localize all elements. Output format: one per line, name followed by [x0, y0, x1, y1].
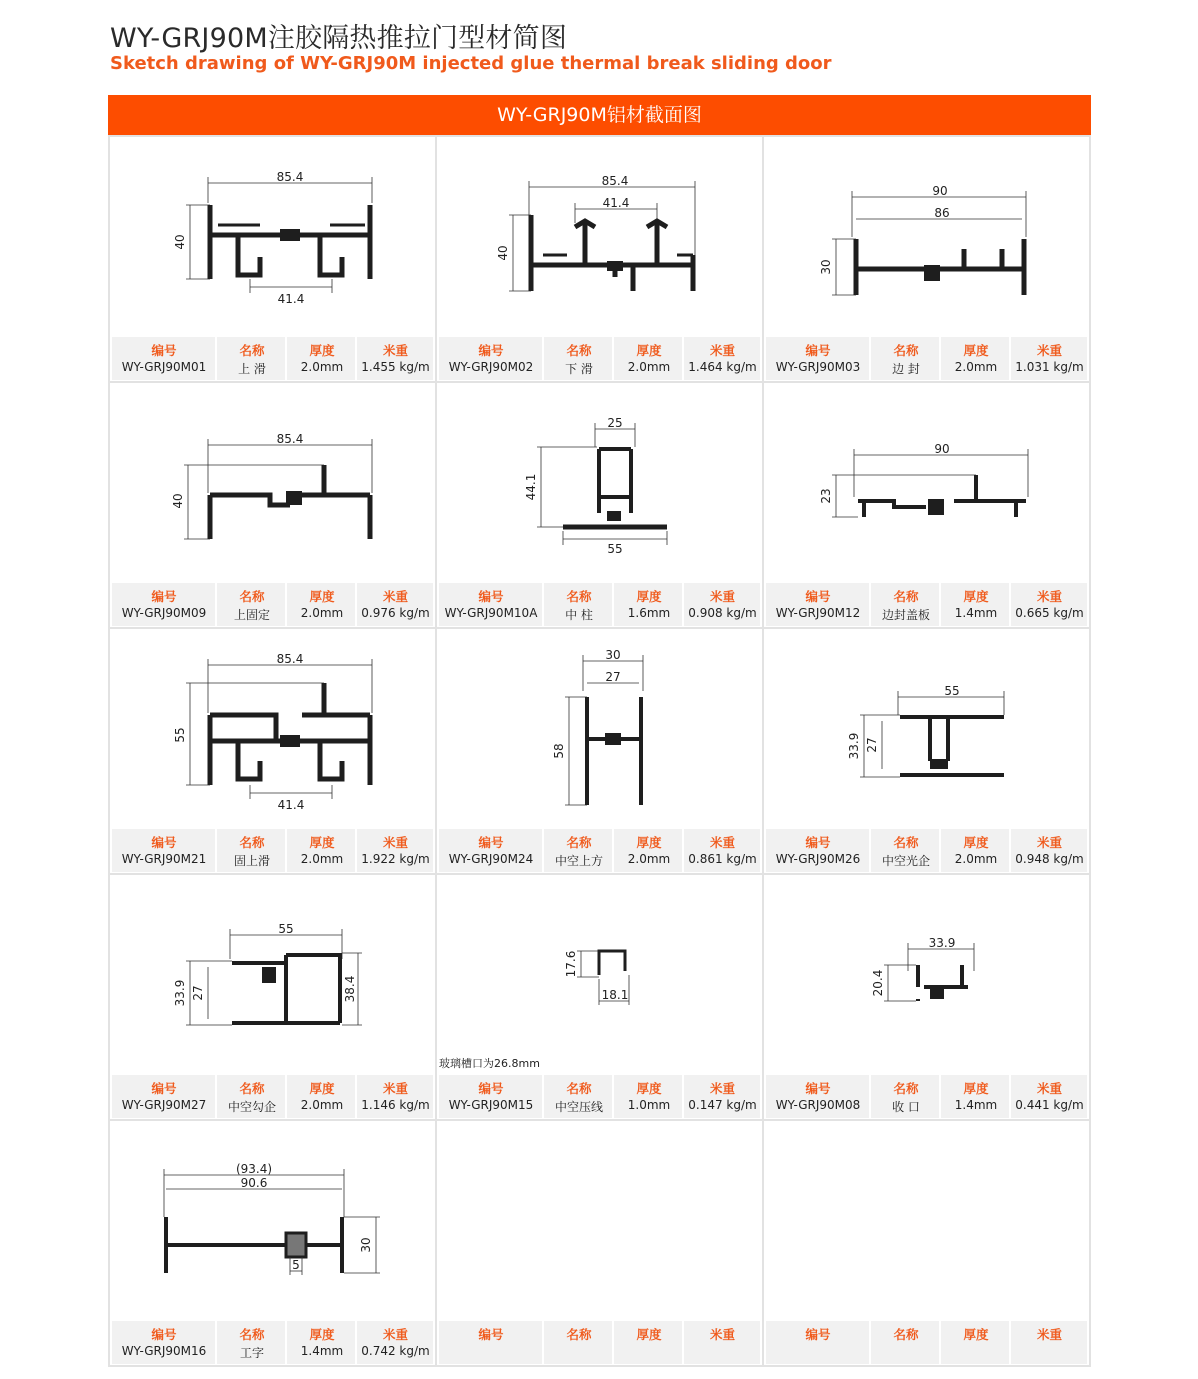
code-value: WY-GRJ90M02: [448, 360, 534, 374]
code-label: 编号: [151, 1081, 177, 1096]
thickness-label: 厚度: [309, 835, 335, 850]
thickness-label: 厚度: [636, 835, 662, 850]
dim-label: 41.4: [602, 196, 630, 210]
weight-label: 米重: [1036, 1327, 1062, 1342]
code-label: 编号: [151, 1327, 177, 1342]
weight-label: 米重: [709, 343, 735, 358]
dim-label: 55: [278, 922, 294, 936]
name-value: 上固定: [233, 608, 270, 622]
dim-label: 5: [292, 1258, 300, 1272]
dim-label: 41.4: [277, 292, 305, 306]
code-value: WY-GRJ90M12: [775, 606, 861, 620]
name-label: 名称: [239, 1327, 265, 1342]
weight-label: 米重: [1036, 589, 1062, 604]
thickness-value: 2.0mm: [300, 606, 344, 620]
name-label: 名称: [566, 1327, 592, 1342]
code-value: WY-GRJ90M09: [121, 606, 207, 620]
thickness-value: 1.4mm: [300, 1344, 344, 1358]
thickness-value: 2.0mm: [300, 852, 344, 866]
profile-drawing-m08: [764, 875, 1089, 1075]
dim-label: 86: [934, 206, 950, 220]
weight-value: 0.861 kg/m: [688, 852, 757, 866]
profile-drawing-m15: [437, 875, 762, 1075]
weight-label: 米重: [709, 589, 735, 604]
weight-value: 0.908 kg/m: [688, 606, 757, 620]
profile-card: [764, 875, 1089, 1119]
code-label: 编号: [478, 1081, 504, 1096]
dim-label: 17.6: [564, 950, 578, 978]
code-label: 编号: [151, 589, 177, 604]
dim-label: 41.4: [277, 798, 305, 812]
thickness-label: 厚度: [636, 1081, 662, 1096]
name-value: 工字: [239, 1346, 264, 1360]
dim-label: 85.4: [276, 652, 304, 666]
code-label: 编号: [805, 1081, 831, 1096]
thickness-value: 2.0mm: [300, 1098, 344, 1112]
profile-drawing-m12: [764, 383, 1089, 583]
code-label: 编号: [805, 1327, 831, 1342]
weight-value: 1.031 kg/m: [1015, 360, 1084, 374]
code-value: WY-GRJ90M26: [775, 852, 861, 866]
weight-label: 米重: [1036, 1081, 1062, 1096]
spec-table: [766, 1075, 1087, 1118]
profile-drawing-m02: [437, 137, 762, 337]
weight-value: 0.976 kg/m: [361, 606, 430, 620]
thickness-label: 厚度: [309, 1327, 335, 1342]
weight-label: 米重: [382, 1081, 408, 1096]
code-label: 编号: [478, 343, 504, 358]
name-label: 名称: [239, 835, 265, 850]
profile-card: [437, 137, 762, 381]
dim-label: 40: [171, 493, 185, 509]
profile-drawing-m16: [110, 1121, 435, 1321]
thickness-label: 厚度: [963, 1081, 989, 1096]
dim-label: 55: [607, 542, 623, 556]
profile-card: [764, 137, 1089, 381]
spec-table: [112, 1321, 433, 1364]
name-value: 中空压线: [554, 1100, 603, 1114]
dim-label: 90: [932, 184, 948, 198]
thickness-value: 1.6mm: [627, 606, 671, 620]
dim-label: 85.4: [276, 170, 304, 184]
name-label: 名称: [239, 1081, 265, 1096]
name-value: 下 滑: [565, 362, 593, 376]
weight-label: 米重: [382, 343, 408, 358]
profile-card: [764, 629, 1089, 873]
profile-drawing-m01: [110, 137, 435, 337]
profile-drawing-m24: [437, 629, 762, 829]
dim-label: 23: [819, 488, 833, 504]
weight-label: 米重: [709, 1327, 735, 1342]
name-value: 边封盖板: [881, 608, 930, 622]
thickness-label: 厚度: [963, 343, 989, 358]
name-label: 名称: [566, 589, 592, 604]
code-value: WY-GRJ90M03: [775, 360, 861, 374]
weight-label: 米重: [709, 1081, 735, 1096]
dim-label: 40: [173, 234, 187, 250]
profile-card: [764, 383, 1089, 627]
dim-label: 33.9: [928, 936, 956, 950]
dim-label: 90: [934, 442, 950, 456]
spec-table: [439, 1321, 760, 1364]
code-label: 编号: [478, 589, 504, 604]
code-label: 编号: [805, 589, 831, 604]
profile-drawing-m21: [110, 629, 435, 829]
dim-label: 27: [865, 737, 879, 753]
thickness-value: 2.0mm: [954, 360, 998, 374]
dim-label: 18.1: [601, 988, 629, 1002]
page-subtitle: Sketch drawing of WY-GRJ90M injected glue thermal break sliding door: [110, 53, 832, 74]
name-value: 上 滑: [238, 362, 266, 376]
weight-label: 米重: [1036, 343, 1062, 358]
thickness-label: 厚度: [963, 835, 989, 850]
code-value: WY-GRJ90M24: [448, 852, 534, 866]
dim-label: 27: [191, 985, 205, 1001]
spec-table: [766, 1321, 1087, 1364]
thickness-label: 厚度: [636, 589, 662, 604]
profile-grid: [108, 135, 1091, 1367]
profile-drawing-m09: [110, 383, 435, 583]
profile-drawing-m03: [764, 137, 1089, 337]
profile-card: [437, 629, 762, 873]
profile-card: [437, 383, 762, 627]
name-label: 名称: [893, 1081, 919, 1096]
name-label: 名称: [566, 1081, 592, 1096]
name-label: 名称: [566, 343, 592, 358]
code-label: 编号: [478, 1327, 504, 1342]
dim-label: 30: [359, 1237, 373, 1253]
weight-value: 1.464 kg/m: [688, 360, 757, 374]
name-value: 中空勾企: [227, 1100, 276, 1114]
thickness-value: 1.4mm: [954, 606, 998, 620]
thickness-label: 厚度: [309, 343, 335, 358]
name-value: 固上滑: [233, 854, 270, 868]
dim-label: 55: [944, 684, 960, 698]
thickness-value: 2.0mm: [627, 360, 671, 374]
profile-card-empty: [437, 1121, 762, 1365]
spec-table: [112, 1075, 433, 1118]
spec-table: [112, 583, 433, 626]
code-value: WY-GRJ90M01: [121, 360, 207, 374]
spec-table: [439, 337, 760, 380]
dim-label: 25: [607, 416, 623, 430]
thickness-label: 厚度: [309, 1081, 335, 1096]
dim-label: 33.9: [173, 979, 187, 1007]
profile-drawing-m10a: [437, 383, 762, 583]
weight-value: 1.455 kg/m: [361, 360, 430, 374]
name-value: 边 封: [892, 362, 920, 376]
profile-card: [110, 629, 435, 873]
dim-label: 44.1: [524, 473, 538, 501]
weight-label: 米重: [709, 835, 735, 850]
weight-label: 米重: [1036, 835, 1062, 850]
name-label: 名称: [566, 835, 592, 850]
dim-label: 33.9: [847, 732, 861, 760]
profile-card-empty: [764, 1121, 1089, 1365]
thickness-value: 1.0mm: [627, 1098, 671, 1112]
profile-card: [110, 383, 435, 627]
dim-label: 20.4: [871, 969, 885, 997]
thickness-value: 1.4mm: [954, 1098, 998, 1112]
glazing-note: 玻璃槽口为26.8mm: [439, 1057, 540, 1070]
dim-label: 85.4: [601, 174, 629, 188]
thickness-label: 厚度: [636, 1327, 662, 1342]
spec-table: [766, 337, 1087, 380]
thickness-label: 厚度: [636, 343, 662, 358]
name-value: 中空上方: [554, 854, 603, 868]
thickness-value: 2.0mm: [300, 360, 344, 374]
code-label: 编号: [805, 343, 831, 358]
code-value: WY-GRJ90M16: [121, 1344, 207, 1358]
spec-table: [766, 583, 1087, 626]
profile-card: [437, 875, 762, 1119]
thickness-label: 厚度: [963, 589, 989, 604]
profile-card: [110, 137, 435, 381]
thickness-value: 2.0mm: [954, 852, 998, 866]
profile-drawing-m27: [110, 875, 435, 1075]
name-label: 名称: [239, 343, 265, 358]
dim-label: 55: [173, 727, 187, 743]
name-value: 收 口: [892, 1100, 920, 1114]
spec-table: [766, 829, 1087, 872]
code-label: 编号: [805, 835, 831, 850]
weight-label: 米重: [382, 1327, 408, 1342]
weight-value: 0.441 kg/m: [1015, 1098, 1084, 1112]
dim-label: 27: [605, 670, 621, 684]
code-value: WY-GRJ90M15: [448, 1098, 534, 1112]
profile-drawing-m26: [764, 629, 1089, 829]
name-label: 名称: [893, 343, 919, 358]
name-label: 名称: [239, 589, 265, 604]
code-label: 编号: [151, 343, 177, 358]
weight-value: 0.665 kg/m: [1015, 606, 1084, 620]
name-value: 中 柱: [565, 608, 593, 622]
section-banner: WY-GRJ90M铝材截面图: [108, 95, 1091, 135]
dim-label: 40: [496, 245, 510, 261]
spec-table: [439, 1075, 760, 1118]
dim-label: 38.4: [343, 975, 357, 1003]
spec-table: [112, 337, 433, 380]
code-label: 编号: [151, 835, 177, 850]
weight-value: 0.948 kg/m: [1015, 852, 1084, 866]
name-label: 名称: [893, 1327, 919, 1342]
weight-value: 0.147 kg/m: [688, 1098, 757, 1112]
spec-table: [439, 829, 760, 872]
profile-card: [110, 875, 435, 1119]
page-title: WY-GRJ90M注胶隔热推拉门型材简图: [110, 23, 568, 54]
dim-label: 58: [552, 743, 566, 759]
code-label: 编号: [478, 835, 504, 850]
dim-label: 90.6: [240, 1176, 268, 1190]
weight-label: 米重: [382, 589, 408, 604]
weight-value: 0.742 kg/m: [361, 1344, 430, 1358]
thickness-label: 厚度: [963, 1327, 989, 1342]
spec-table: [439, 583, 760, 626]
weight-value: 1.146 kg/m: [361, 1098, 430, 1112]
spec-table: [112, 829, 433, 872]
code-value: WY-GRJ90M21: [121, 852, 207, 866]
dim-label: 30: [819, 259, 833, 275]
code-value: WY-GRJ90M10A: [444, 606, 538, 620]
thickness-value: 2.0mm: [627, 852, 671, 866]
dim-label: (93.4): [235, 1162, 273, 1176]
dim-label: 30: [605, 648, 621, 662]
name-label: 名称: [893, 835, 919, 850]
code-value: WY-GRJ90M08: [775, 1098, 861, 1112]
name-value: 中空光企: [881, 854, 930, 868]
profile-card: [110, 1121, 435, 1365]
code-value: WY-GRJ90M27: [121, 1098, 207, 1112]
weight-label: 米重: [382, 835, 408, 850]
dim-label: 85.4: [276, 432, 304, 446]
weight-value: 1.922 kg/m: [361, 852, 430, 866]
thickness-label: 厚度: [309, 589, 335, 604]
name-label: 名称: [893, 589, 919, 604]
